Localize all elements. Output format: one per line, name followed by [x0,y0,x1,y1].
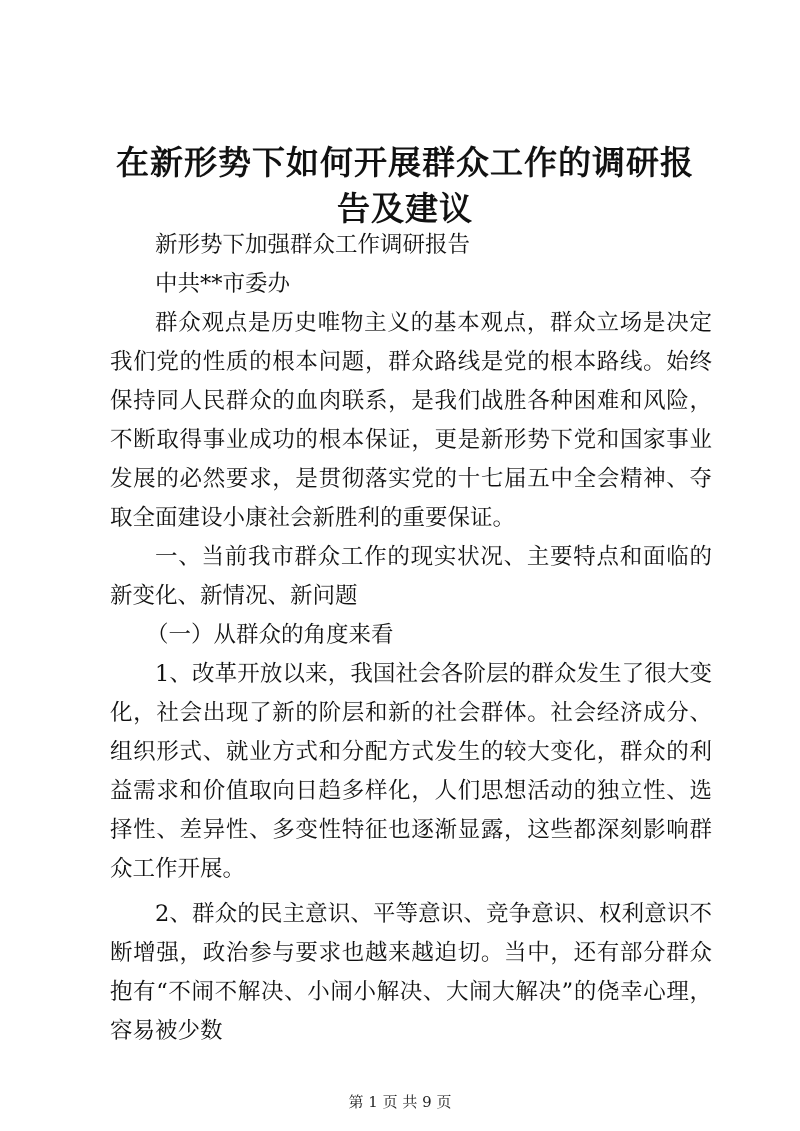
report-author: 中共**市委办 [155,271,291,297]
subsection-heading: （一）从群众的角度来看 [146,622,394,648]
document-body [110,226,712,1051]
document-title: 在新形势下如何开展群众工作的调研报告及建议 [116,143,694,228]
point-1-paragraph: 1、改革开放以来，我国社会各阶层的群众发生了很大变化，社会出现了新的阶层和新的社会群体。社会经济成分、组织形式、就业方式和分配方式发生的较大变化，群众的利益需求和价值取向日趋多样化，人们思想活动的独立性、选择性、差异性、多变性特征也逐渐显露，这些都深刻影响群众工作开展。 [110,661,712,882]
page-footer: 第 1 页 共 9 页 [348,1093,452,1111]
point-2-paragraph: 2、群众的民主意识、平等意识、竞争意识、权利意识不断增强，政治参与要求也越来越迫切。当中，还有部分群众抱有“不闹不解决、小闹小解决、大闹大解决”的侥幸心理，容易被少数 [110,901,712,1044]
report-subtitle: 新形势下加强群众工作调研报告 [155,232,471,258]
section-heading: 一、当前我市群众工作的现实状况、主要特点和面临的新变化、新情况、新问题 [110,544,712,609]
intro-paragraph: 群众观点是历史唯物主义的基本观点，群众立场是决定我们党的性质的根本问题，群众路线是党的根本路线。始终保持同人民群众的血肉联系，是我们战胜各种困难和风险，不断取得事业成功的根本保证，更是新形势下党和国家事业发展的必然要求，是贯彻落实党的十七届五中全会精神、夺取全面建设小康社会新胜利的重要保证。 [110,310,712,531]
